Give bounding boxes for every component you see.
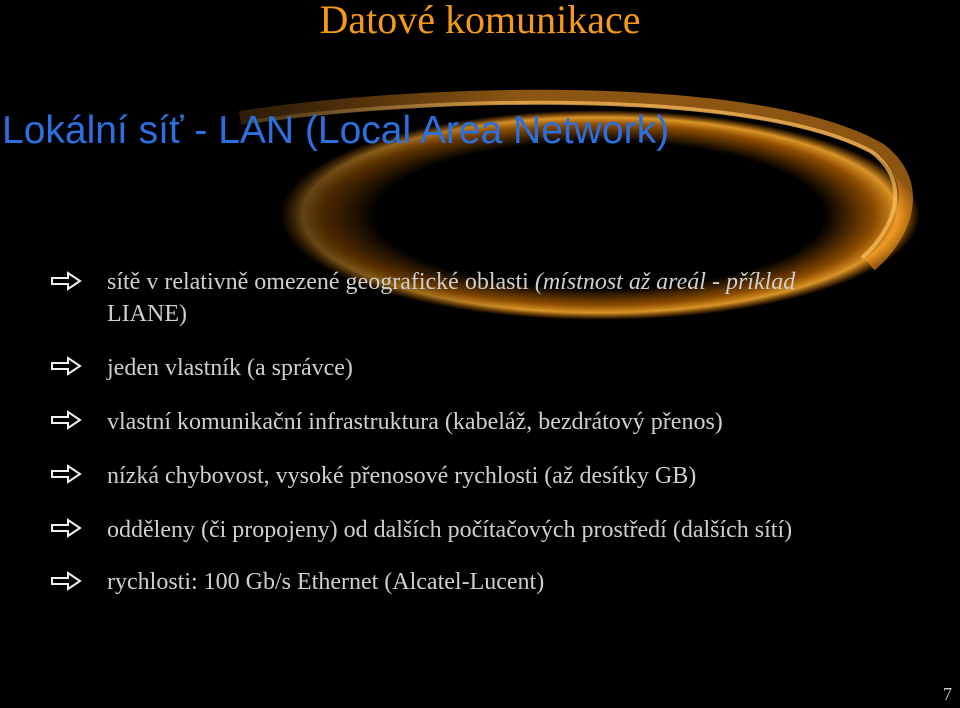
arrow-right-outline-icon	[50, 570, 84, 592]
bullet-text: sítě v relativně omezené geografické oblasti (místnost až areál - příklad LIANE)	[107, 269, 796, 327]
arrow-right-outline-icon	[50, 463, 84, 485]
arrow-right-outline-icon	[50, 517, 84, 539]
bullet-text: jeden vlastník (a správce)	[107, 355, 353, 381]
slide-subtitle: Lokální síť - LAN (Local Area Network)	[2, 109, 670, 152]
arrow-right-outline-icon	[50, 409, 84, 431]
arrow-right-outline-icon	[50, 270, 84, 292]
page-number: 7	[943, 684, 952, 704]
bullet-text: vlastní komunikační infrastruktura (kabeláž, bezdrátový přenos)	[107, 409, 723, 435]
bullet-text: odděleny (či propojeny) od dalších počítačových prostředí (dalších sítí)	[107, 517, 793, 543]
slide-title: Datové komunikace	[319, 0, 641, 42]
bullet-text: rychlosti: 100 Gb/s Ethernet (Alcatel-Lucent)	[107, 569, 545, 595]
arrow-right-outline-icon	[50, 355, 84, 377]
bullet-text: nízká chybovost, vysoké přenosové rychlosti (až desítky GB)	[107, 463, 697, 489]
